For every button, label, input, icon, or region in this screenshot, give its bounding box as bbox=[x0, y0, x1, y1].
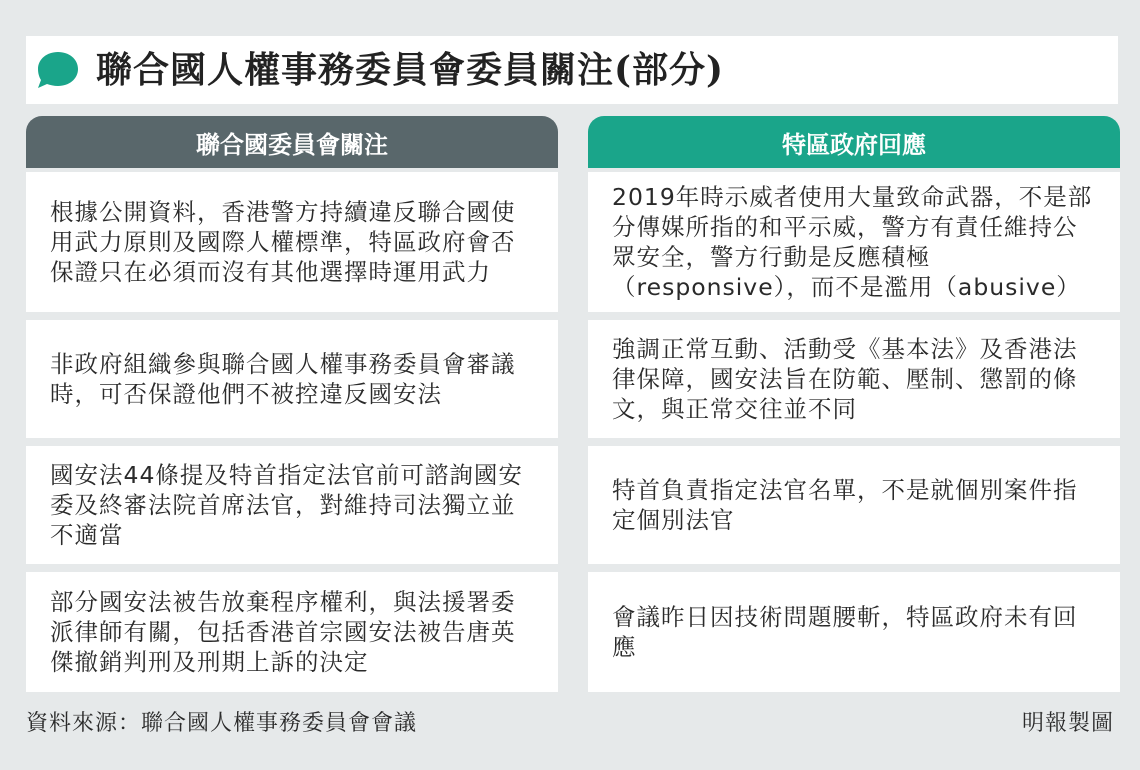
concern-cell bbox=[26, 572, 558, 692]
credit-note: 明報製圖 bbox=[1021, 711, 1114, 736]
concern-text: 非政府組織參與聯合國人權事務委員會審議時，可否保證他們不被控違反國安法 bbox=[50, 350, 516, 408]
response-text: 會議昨日因技術問題腰斬，特區政府未有回應 bbox=[612, 603, 1078, 661]
speech-bubble-icon bbox=[36, 50, 80, 90]
response-cell bbox=[588, 446, 1120, 564]
source-note: 資料來源：聯合國人權事務委員會會議 bbox=[26, 711, 418, 736]
response-cell bbox=[588, 172, 1120, 312]
concern-column-header: 聯合國委員會關注 bbox=[26, 116, 558, 168]
response-cell bbox=[588, 320, 1120, 438]
response-text: 強調正常互動、活動受《基本法》及香港法律保障，國安法旨在防範、壓制、懲罰的條文，與正常交往並不同 bbox=[612, 335, 1078, 423]
title-bar bbox=[26, 36, 1118, 104]
response-column bbox=[588, 116, 1120, 168]
concern-cell bbox=[26, 172, 558, 312]
concern-text: 部分國安法被告放棄程序權利，與法援署委派律師有關，包括香港首宗國安法被告唐英傑撤銷判刑及刑期上訴的決定 bbox=[50, 588, 516, 676]
concern-cell bbox=[26, 446, 558, 564]
concern-text: 國安法44條提及特首指定法官前可諮詢國安委及終審法院首席法官，對維持司法獨立並不適當 bbox=[50, 461, 523, 549]
response-text: 特首負責指定法官名單，不是就個別案件指定個別法官 bbox=[612, 476, 1078, 534]
page-title: 聯合國人權事務委員會委員關注(部分) bbox=[96, 49, 725, 91]
concern-text: 根據公開資料，香港警方持續違反聯合國使用武力原則及國際人權標準，特區政府會否保證只在必須而沒有其他選擇時運用武力 bbox=[50, 198, 516, 286]
response-text: 2019年時示威者使用大量致命武器，不是部分傳媒所指的和平示威，警方有責任維持公眾安全，警方行動是反應積極（responsive），而不是濫用（abusive） bbox=[612, 183, 1093, 301]
response-column-header: 特區政府回應 bbox=[588, 116, 1120, 168]
response-cell bbox=[588, 572, 1120, 692]
concern-cell bbox=[26, 320, 558, 438]
concern-column bbox=[26, 116, 558, 168]
